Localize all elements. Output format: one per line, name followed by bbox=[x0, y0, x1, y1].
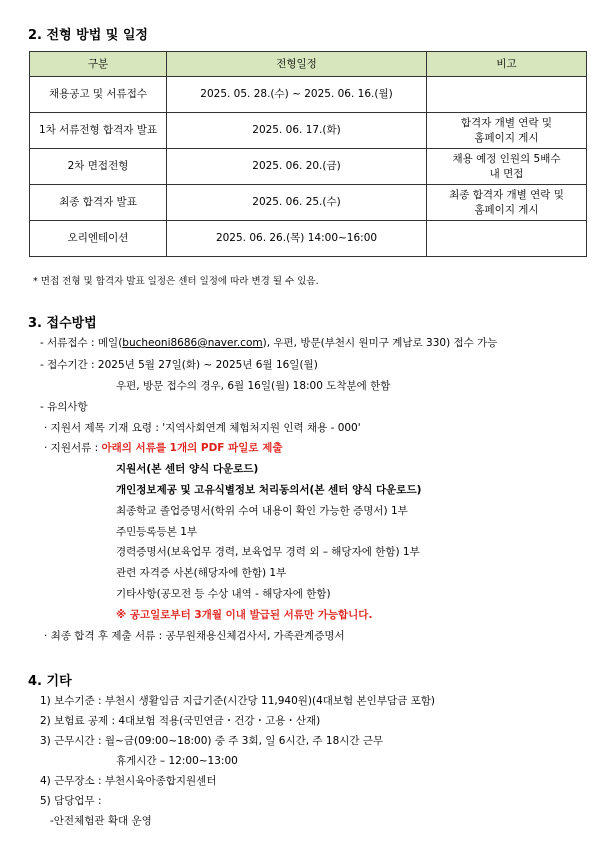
misc-item: 3) 근무시간 : 월~금(09:00~18:00) 중 주 3회, 일 6시간, 주 18시간 근무 bbox=[40, 735, 384, 747]
section-3-title: 3. 접수방법 bbox=[28, 316, 97, 331]
final-docs: · 최종 합격 후 제출 서류 : 공무원채용신체검사서, 가족관계증명서 bbox=[44, 630, 345, 642]
docs-warning: ※ 공고일로부터 3개월 이내 발급된 서류만 가능합니다. bbox=[116, 609, 373, 621]
row-note-line: 내 면접 bbox=[489, 167, 524, 180]
header-remarks: 비고 bbox=[427, 52, 587, 77]
row-date: 2025. 06. 20.(금) bbox=[167, 149, 427, 185]
table-header-row bbox=[30, 52, 587, 77]
table-row bbox=[30, 149, 587, 185]
misc-item: 1) 보수기준 : 부천시 생활임금 지급기준(시간당 11,940원)(4대보험 본인부담금 포함) bbox=[40, 695, 435, 707]
doc-item: 지원서(본 센터 양식 다운로드) bbox=[116, 463, 259, 475]
row-date: 2025. 05. 28.(수) ~ 2025. 06. 16.(월) bbox=[167, 77, 427, 113]
row-date: 2025. 06. 25.(수) bbox=[167, 185, 427, 221]
email-link[interactable]: bucheoni8686@naver.com bbox=[122, 337, 263, 349]
row-label: 채용공고 및 서류접수 bbox=[30, 77, 167, 113]
row-note-line: 최종 합격자 개별 연락 및 bbox=[449, 188, 564, 201]
period-line: - 접수기간 : 2025년 5월 27일(화) ~ 2025년 6월 16일(월) bbox=[40, 359, 318, 371]
subject-guide: · 지원서 제목 기재 요령 : '지역사회연계 체험처지원 인력 채용 - 000' bbox=[44, 422, 361, 434]
row-note bbox=[427, 149, 587, 185]
misc-item: 2) 보험료 공제 : 4대보험 적용(국민연금・건강・고용・산재) bbox=[40, 715, 321, 727]
table-row bbox=[30, 113, 587, 149]
table-row bbox=[30, 221, 587, 257]
row-note-line: 홈페이지 게시 bbox=[474, 131, 539, 144]
receipt-prefix: - 서류접수 : 메일( bbox=[40, 337, 123, 349]
section-2-title: 2. 전형 방법 및 일정 bbox=[28, 28, 148, 43]
table-row bbox=[30, 77, 587, 113]
row-label: 최종 합격자 발표 bbox=[30, 185, 167, 221]
doc-item: 최종학교 졸업증명서(학위 수여 내용이 확인 가능한 증명서) 1부 bbox=[116, 505, 408, 517]
misc-item: -안전체험관 확대 운영 bbox=[50, 815, 152, 827]
row-note-line: 홈페이지 게시 bbox=[474, 203, 539, 216]
docs-requirement: 아래의 서류를 1개의 PDF 파일로 제출 bbox=[101, 442, 283, 454]
row-note bbox=[427, 77, 587, 113]
row-note-line: 합격자 개별 연락 및 bbox=[460, 116, 553, 129]
schedule-table bbox=[29, 51, 587, 257]
row-date: 2025. 06. 17.(화) bbox=[167, 113, 427, 149]
header-category: 구분 bbox=[30, 52, 167, 77]
section-4-title: 4. 기타 bbox=[28, 674, 72, 689]
header-schedule: 전형일정 bbox=[167, 52, 427, 77]
doc-item: 개인정보제공 및 고유식별정보 처리동의서(본 센터 양식 다운로드) bbox=[116, 484, 422, 496]
schedule-footnote: * 면접 전형 및 합격자 발표 일정은 센터 일정에 따라 변경 될 수 있음. bbox=[33, 276, 319, 287]
doc-item: 주민등록등본 1부 bbox=[116, 526, 198, 538]
misc-item: 4) 근무장소 : 부천시육아종합지원센터 bbox=[40, 775, 217, 787]
row-note-line: 채용 예정 인원의 5배수 bbox=[452, 152, 561, 165]
receipt-suffix: ), 우편, 방문(부천시 원미구 계남로 330) 접수 가능 bbox=[262, 337, 498, 349]
receipt-line bbox=[40, 336, 497, 350]
period-note: 우편, 방문 접수의 경우, 6월 16일(월) 18:00 도착분에 한함 bbox=[116, 380, 391, 392]
doc-item: 관련 자격증 사본(해당자에 한함) 1부 bbox=[116, 567, 287, 579]
row-date: 2025. 06. 26.(목) 14:00~16:00 bbox=[167, 221, 427, 257]
doc-item: 경력증명서(보육업무 경력, 보육업무 경력 외 – 해당자에 한함) 1부 bbox=[116, 546, 420, 558]
row-label: 2차 면접전형 bbox=[30, 149, 167, 185]
misc-item: 5) 담당업무 : bbox=[40, 795, 102, 807]
docs-line bbox=[44, 441, 283, 455]
row-label: 오리엔테이션 bbox=[30, 221, 167, 257]
table-row bbox=[30, 185, 587, 221]
row-note bbox=[427, 221, 587, 257]
misc-item: 휴게시간 – 12:00~13:00 bbox=[116, 755, 238, 767]
row-label: 1차 서류전형 합격자 발표 bbox=[30, 113, 167, 149]
doc-item: 기타사항(공모전 등 수상 내역 - 해당자에 한함) bbox=[116, 588, 331, 600]
docs-prefix: · 지원서류 : bbox=[44, 442, 102, 454]
caution-heading: - 유의사항 bbox=[40, 401, 88, 413]
row-note bbox=[427, 185, 587, 221]
row-note bbox=[427, 113, 587, 149]
